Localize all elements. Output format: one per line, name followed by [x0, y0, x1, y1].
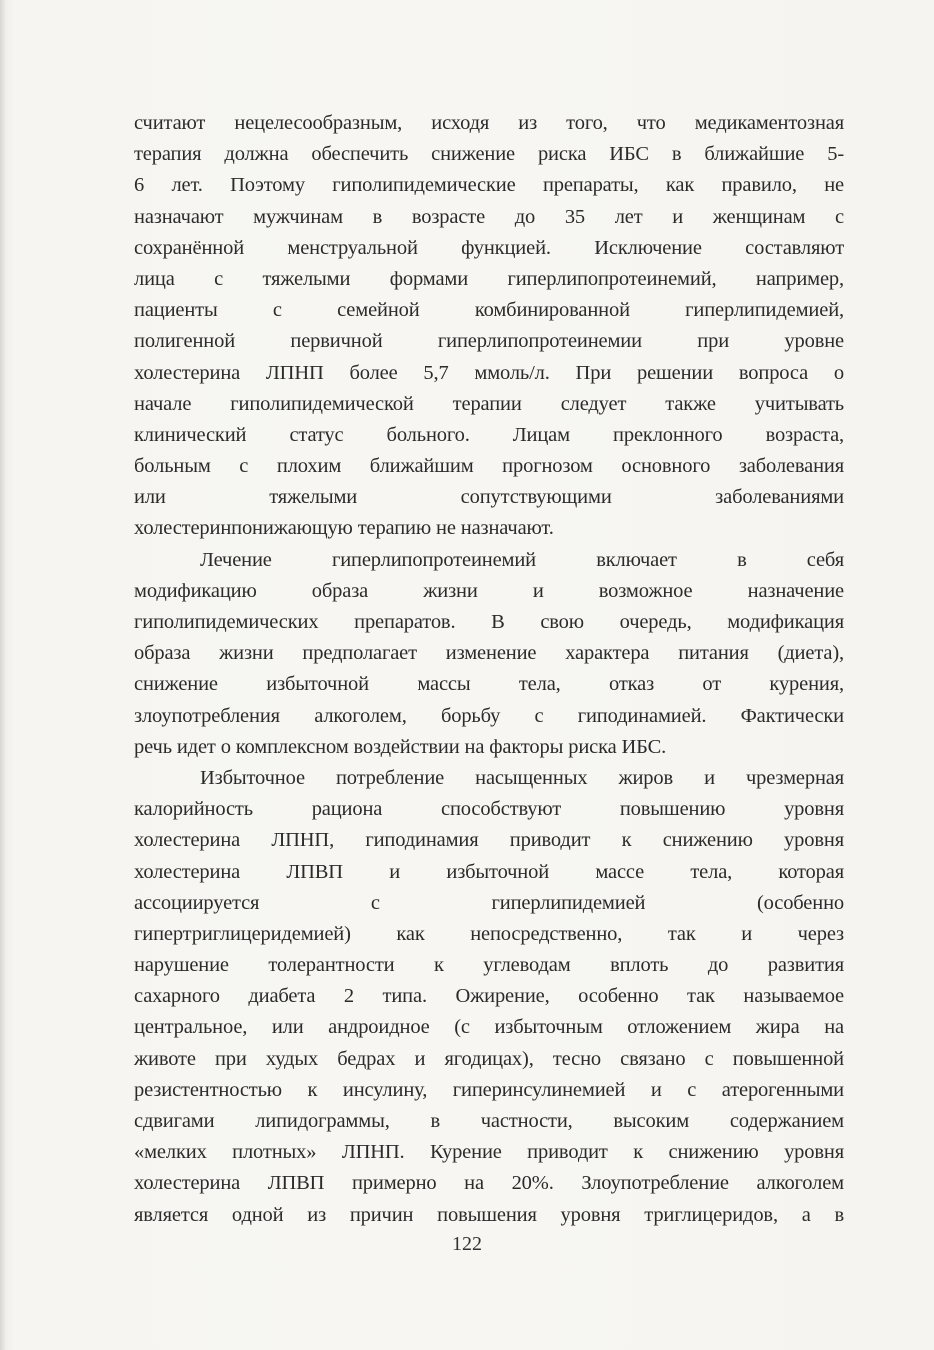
- text-line: центральное, или андроидное (с избыточным отложением жира на: [134, 1016, 844, 1039]
- text-line: или тяжелыми сопутствующими заболеваниями: [134, 486, 844, 509]
- text-line: полигенной первичной гиперлипопротеинемии при уровне: [134, 330, 844, 353]
- text-line: «мелких плотных» ЛПНП. Курение приводит к снижению уровня: [134, 1141, 844, 1164]
- text-line: холестеринпонижающую терапию не назначают.: [134, 517, 554, 540]
- text-line: начале гиполипидемической терапии следует также учитывать: [134, 392, 844, 415]
- text-line: калорийность рациона способствуют повышению уровня: [134, 798, 844, 821]
- text-line: 6 лет. Поэтому гиполипидемические препараты, как правило, не: [134, 174, 844, 197]
- text-line: речь идет о комплексном воздействии на факторы риска ИБС.: [134, 735, 667, 758]
- text-line: сдвигами липидограммы, в частности, высоким содержанием: [134, 1110, 844, 1132]
- text-line: сохранённой менструальной функцией. Исключение составляют: [134, 236, 844, 259]
- text-line: гиполипидемических препаратов. В свою очередь, модификация: [134, 611, 844, 633]
- text-line: клинический статус больного. Лицам преклонного возраста,: [134, 423, 844, 446]
- text-line: резистентностью к инсулину, гиперинсулинемией и с атерогенными: [134, 1078, 844, 1101]
- text-line: модификацию образа жизни и возможное назначение: [134, 579, 844, 602]
- text-line: нарушение толерантности к углеводам вплоть до развития: [134, 954, 844, 977]
- text-line: считают нецелесообразным, исходя из того, что медикаментозная: [134, 112, 844, 134]
- text-line: холестерина ЛПВП и избыточной массе тела, которая: [134, 860, 844, 883]
- text-line: терапия должна обеспечить снижение риска ИБС в ближайшие 5-: [134, 143, 844, 166]
- text-line: гипертриглицеридемией) как непосредственно, так и через: [134, 922, 844, 945]
- page-edge-shadow: [0, 0, 6, 1350]
- text-line: сахарного диабета 2 типа. Ожирение, особенно так называемое: [134, 985, 844, 1008]
- text-line: больным с плохим ближайшим прогнозом основного заболевания: [134, 455, 844, 478]
- text-line: злоупотребления алкоголем, борьбу с гиподинамией. Фактически: [134, 704, 844, 727]
- text-line: пациенты с семейной комбинированной гиперлипидемией,: [134, 299, 844, 322]
- body-text: [134, 108, 844, 1231]
- text-line: ассоциируется с гиперлипидемией (особенно: [134, 891, 844, 914]
- text-line: холестерина ЛПНП, гиподинамия приводит к снижению уровня: [134, 829, 844, 852]
- text-line: лица с тяжелыми формами гиперлипопротеинемий, например,: [134, 267, 844, 290]
- paragraph-first-line: Лечение гиперлипопротеинемий включает в себя: [200, 548, 844, 571]
- text-line: является одной из причин повышения уровня триглицеридов, а в: [134, 1203, 844, 1226]
- text-line: холестерина ЛПВП примерно на 20%. Злоупотребление алкоголем: [134, 1172, 844, 1195]
- text-line: животе при худых бедрах и ягодицах), тесно связано с повышенной: [134, 1047, 844, 1070]
- paragraph-first-line: Избыточное потребление насыщенных жиров и чрезмерная: [200, 766, 844, 789]
- text-line: назначают мужчинам в возрасте до 35 лет и женщинам с: [134, 205, 844, 228]
- text-line: образа жизни предполагает изменение характера питания (диета),: [134, 642, 844, 665]
- page-number: 122: [452, 1233, 482, 1255]
- text-line: холестерина ЛПНП более 5,7 ммоль/л. При решении вопроса о: [134, 361, 844, 384]
- text-line: снижение избыточной массы тела, отказ от курения,: [134, 673, 844, 696]
